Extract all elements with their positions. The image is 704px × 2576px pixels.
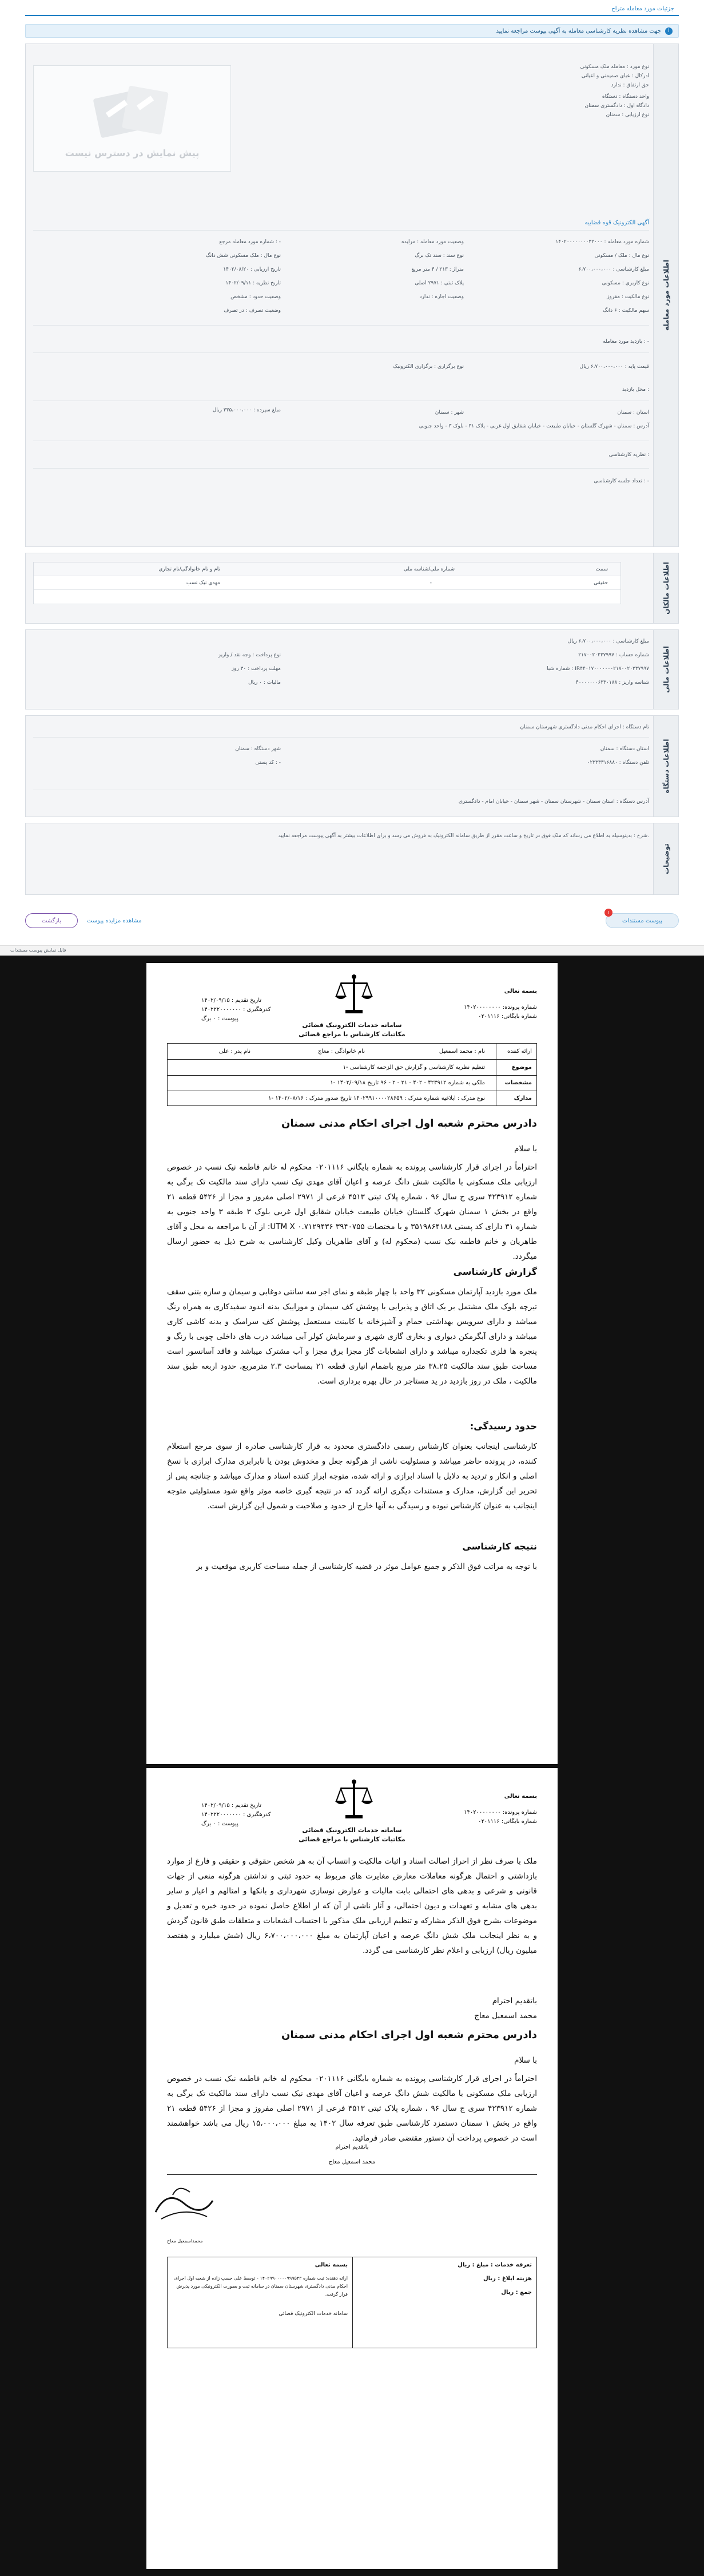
description-text: شرح : بدینوسیله به اطلاع می رساند که ملک فوق در تاریخ و ساعت مقرر از طریق سامانه الکترونیک به فروش می رسد و برای اطلاعات بیشتر به آگهی پیوست مراجعه نمایید. [278,833,649,839]
address-city: شهر : سمنان [435,410,464,415]
doc-meta: کدرهگیری : ۱۴۰۲۲۲۰۰۰۰۰۰۰ [201,1006,271,1013]
doc-meta: بسمه تعالی [504,988,537,994]
alert-text: جهت مشاهده نظریه کارشناسی معامله به آگهی پیوست مراجعه نمایید [496,28,661,34]
deal-field: تاریخ ارزیابی : ۱۴۰۲/۰۸/۲۰ [223,267,281,272]
info-line: ادرکال : عبای صمیمنی و اعیانی [581,73,649,79]
breadcrumb[interactable]: جزئیات مورد معامله متراج [611,6,674,12]
letter-paragraph: ملک مورد بازدید آپارتمان مسکونی ۳۲ واحد با چهار طبقه و نمای اجر سه سانتی دوغابی و سیمان و سازه بتنی سقف تیرچه بلوک ملک مشتمل بر یک اتاق و پذیرایی با پوشش کف سیمان و موزاییک بدنه اندود سفیدکاری به همراه رنگ میباشد و دارای سرویس بهداشتی حمام و آشپزخانه با کابینت مستعمل پوشش کف سرامیک و بدنه کاشی کاری میباشد و دارای آبگرمکن دیواری و بخاری گازی شهری و سرمایش کولر آبی میباشد درب های داخلی چوبی با رنگ و پنجره ها فلزی تکجداره میباشد و دارای انشعابات گاز مجزا برق مجزا و آب مشترک میباشد و فاقد آسانسور است مساحت طبق سند مالکیت ۳۸.۲۵ متر مربع باضمام انباری قطعه ۲۱ بمساحت ۲.۳ مترمربع، حدود اربعه طبق سند مالکیت ، ملک در روز بازدید در ید مستاجر در حال بهره برداری است. [167,1287,537,1386]
file-strip: فایل نمایش پیوست مستندات [0,945,704,956]
deal-field: نوع کاربری : مسکونی [602,280,649,286]
table-cell: حقیقی [594,580,608,586]
deal-field: نوع مال : ملک مسکونی شش دانگ [205,253,281,259]
attach-button[interactable]: پیوست مستندات [606,913,679,928]
section-heading: حدود رسیدگی: [470,1421,537,1432]
back-button[interactable]: بازگشت [25,913,78,928]
stamp-name: محمداسمعیل معاج [167,2238,203,2244]
office-field: تلفن دستگاه : ۰۲۳۳۳۳۱۶۸۸۰ [587,760,649,766]
view-attach-link[interactable]: مشاهده مزایده پیوست [87,918,142,924]
document-page-2: بسمه تعالی شماره پرونده: ۱۴۰۲۰۰۰۰۰۰۰۰ شماره بایگانی: ۰۲۰۱۱۱۶ سامانه خدمات الکترونیک قضائی مکاتبات کارشناس با مراجع قضائی تاریخ تقدیم : ۱۴۰۲/۰۹/۱۵ کدرهگیری : ۱۴۰۲۲۲۰۰۰۰۰۰۰ پیوست : ۰ برگ ملک با صرف نظر از احراز اصالت اسناد و اثبات مالکیت و انتساب آن به هر شخص حقوقی و حقیقی و فارغ از موارد بازداشتی و احتمال هرگونه معاملات معارض مغایرت های مربوط به حدود ثبتی و نداشتن هرگونه منعی از جهات قانونی و شرعی و بدهی های احتمالی بابت مالیات و عوارض نوسازی شهرداری و بانکها و امثالهم و اعیار و سایر بدهی های مشابه و تعهدات و دیون احتمالی، و آثار ناشی از آن که از اطلاع حاصل نموده در حدود خبره و تعدیل و موضوعات بشرح فوق الذکر مشارکه و تنظیم ارزیابی ملک مذکور با احتساب انشعابات و متعلقات طبق قانون گردش و به نظر اینجانب ملک شش دانگ عرصه و اعیان آپارتمان به مبلغ ۶،۷۰۰،۰۰۰،۰۰۰ ریال (شش میلیارد و هفتصد میلیون ریال) ارزیابی و اعلام نظر کارشناسی می گردد. باتقدیم احترام محمد اسمعیل معاج دادرس محترم شعبه اول اجرای احکام مدنی سمنان با سلام احتراماً در اجرای قرار کارشناسی پرونده به شماره بایگانی ۰۲۰۱۱۱۶ محکوم له خانم فاطمه نیک نسب در خصوص ارزیابی ملک مسکونی با مالکیت شش دانگ عرصه و اعیان آقای مهدی نیک نسب دارای سند مالکیت تک برگی به شماره ۴۲۳۹۱۲ سری ج سال ۹۶ ، شماره پلاک ثبتی ۴۵۱۳ فرعی از ۲۹۷۱ اصلی مفروز و مجزا از ۵۴۲۶ قطعه ۲۱ واقع در بخش ۱ سمنان دستمزد کارشناسی طبق تعرفه سال ۱۴۰۲ به مبلغ ۱۵،۰۰۰،۰۰۰ ریال می باشد خواهشمند است در خصوص پرداخت آن دستور مقتضی صادر فرمائید. باتقدیم احترام محمد اسمعیل معاج محمداسمعیل معاج بسمه تعالی ارائه دهنده: ثبت شماره ۱۴۰۲۹۹۰۰۰۰۰۹۹۹۵۴۳ - توسط علی حسب زاده از شعبه اول اجرای احکام مدنی دادگستری شهرستان سمنان در سامانه ثبت و بصورت الکترونیکی مورد پذیرش قرار گرفت. سامانه خدمات الکترونیک قضائی تعرفه خدمات : مبلغ : ریال هزینه ابلاغ : ریال جمع : ریال [146,1768,558,2569]
finance-field: مالیات : ۰ ریال [248,680,281,685]
footer-box: بسمه تعالی ارائه دهنده: ثبت شماره ۱۴۰۲۹۹۰۰۰۰۰۹۹۹۵۴۳ - توسط علی حسب زاده از شعبه اول اجرای احکام مدنی دادگستری شهرستان سمنان در سامانه ثبت و بصورت الکترونیکی مورد پذیرش قرار گرفت. سامانه خدمات الکترونیک قضائی تعرفه خدمات : مبلغ : ریال هزینه ابلاغ : ریال جمع : ریال [167,2257,537,2348]
section-heading: نتیجه کارشناسی [462,1541,537,1552]
letter-paragraph: ملک با صرف نظر از احراز اصالت اسناد و اثبات مالکیت و انتساب آن به هر شخص حقوقی و حقیقی و فارغ از موارد بازداشتی و احتمال هرگونه معاملات معارض مغایرت های مربوط به حدود ثبتی و نداشتن هرگونه منعی از جهات قانونی و شرعی و بدهی های احتمالی بابت مالیات و عوارض نوسازی شهرداری و بانکها و امثالهم و اعیار و سایر بدهی های مشابه و تعهدات و دیون احتمالی، و آثار ناشی از آن که از اطلاع حاصل نموده در حدود خبره و تعدیل و موضوعات بشرح فوق الذکر مشارکه و تنظیم ارزیابی ملک مذکور با احتساب انشعابات و متعلقات طبق قانون گردش و به نظر اینجانب ملک شش دانگ عرصه و اعیان آپارتمان به مبلغ ۶،۷۰۰،۰۰۰،۰۰۰ ریال (شش میلیارد و هفتصد میلیون ریال) ارزیابی و اعلام نظر کارشناسی می گردد. [167,1857,537,1955]
doc-meta: شماره پرونده: ۱۴۰۲۰۰۰۰۰۰۰۰ [464,1809,537,1816]
price-field: قیمت پایه : ۶،۷۰۰،۰۰۰،۰۰۰ ریال [579,364,649,370]
info-alert [25,24,679,38]
description-header: توضیحات [653,823,678,894]
location-label: محل بازدید : [622,387,649,393]
info-line: نوع مورد : معامله ملک مسکونی [580,64,649,70]
finance-field: شماره حساب : ۲۱۷۰۰۲۰۲۳۷۹۹۷ [578,652,649,658]
doc-meta: بسمه تعالی [504,1793,537,1800]
letter-closing: باتقدیم احترام [492,1996,537,2006]
address-full: آدرس : سمنان - شهرک گلستان - خیابان طبیعت - خیابان شقایق اول غربی - پلاک ۳۱ - بلوک ۳ - واحد جنوبی [419,423,649,429]
deal-field: وضعیت مورد معامله : مزایده [401,239,464,245]
table-header-row [34,562,621,576]
deal-field: وضعیت اجاره : ندارد [419,294,464,300]
finance-field: شماره شبا : IR۴۴۰۱۷۰۰۰۰۰۰۰۲۱۷۰۰۲۰۲۳۷۹۹۷ [547,666,649,672]
table-cell: مهدی نیک نسب [186,580,220,586]
deal-field: مبلغ کارشناسی : ۶،۷۰۰،۰۰۰،۰۰۰ [578,267,649,272]
finance-header: اطلاعات مالی [653,630,678,709]
office-field: آدرس دستگاه : استان سمنان - شهرستان سمنان - شهر سمنان - خیابان امام - دادگستری [459,799,649,804]
table-header: نام و نام خانوادگی/نام تجاری [158,566,220,572]
deal-field: شماره مورد معامله مرجع : - [219,239,281,245]
letter-paragraph: احتراماً در اجرای قرار کارشناسی پرونده به شماره بایگانی ۰۲۰۱۱۱۶ محکوم له خانم فاطمه نیک نسب در خصوص ارزیابی ملک مسکونی با مالکیت شش دانگ عرصه و اعیان آقای مهدی نیک نسب دارای سند مالکیت تک برگی به شماره ۴۲۳۹۱۲ سری ج سال ۹۶ ، شماره پلاک ثبتی ۴۵۱۳ فرعی از ۲۹۷۱ اصلی مفروز و مجزا از ۵۴۲۶ قطعه ۲۱ واقع در بخش ۱ سمنان شهرک گلستان خیابان طبیعت خیابان شقایق اول غربی بلوک ۳ طبقه ۳ واحد جنوبی به شماره ۳۱ دارای کد پستی ۳۵۱۹۸۶۴۱۸۸ و با مختصات ۳۹۴۰۷۵۵ ۰.۷۱۲۹۴۳۶ UTM X: از آن با مراجعه به محل و آقای طاهریان و خانم فاطمه نیک نسب (محکوم له) و آقای طاهریان وکیل کارشناسی به شرح ذیل به حضور ارسال میگردد. [167,1163,538,1261]
image-placeholder [33,65,231,172]
letter-greeting: با سلام [514,1144,537,1154]
letter-paragraph: با توجه به مراتب فوق الذکر و جمیع عوامل موثر در قضیه کارشناسی از جمله مساحت کاربری موقعیت و بر [196,1562,537,1571]
finance-field: مبلغ کارشناسی : ۶،۷۰۰،۰۰۰،۰۰۰ ریال [567,639,649,644]
office-field: استان دستگاه : سمنان [600,746,649,752]
attach-badge: ۱ [604,909,612,917]
table-cell: - [429,580,432,586]
owners-table [33,562,621,604]
signature-stamp [150,2178,224,2235]
info-line: نوع ارزیابی : سمنان [606,112,649,118]
deal-field: سهم مالکیت : ۶ دانگ [603,308,649,314]
finance-field: نوع پرداخت : وجه نقد / واریز [218,652,281,658]
table-header: سمت [595,566,608,572]
doc-meta: شماره بایگانی: ۰۲۰۱۱۱۶ [478,1013,537,1020]
deal-field: نوع مال : ملک / مسکونی [594,253,649,259]
table-row[interactable] [34,576,621,590]
image-caption: پیش نمایش در دسترس نیست [65,148,200,158]
price-field: نوع برگزاری : برگزاری الکترونیک [393,364,464,370]
letter-meta-table: ارائه کننده نام : محمد اسمعیل نام خانوادگی : معاج نام پدر : علی موضوع ۱- تنظیم نظریه کارشناسی و گزارش حق الزحمه کارشناسی مشخصات ۱- ملکی به شماره ۴۲۳۹۱۲ - ۴۰۲ - ۲۱ - ۲ - ۹۶ تاریخ ۱۴۰۲/۰۹/۱۸ مدارک ۱- نوع مدرک : ابلاغیه شماره مدرک : ۱۴۰۲۹۹۱۰۰۰۰۲۸۶۵۹ تاریخ صدور مدرک : ۱۴۰۲/۰۸/۱۶ [167,1043,537,1106]
document-page-1 [146,963,558,1764]
owners-header: اطلاعات مالکان [653,553,678,623]
deal-field: نوع مالکیت : مفروز [607,294,649,300]
judiciary-scale-emblem [335,1778,373,1824]
doc-meta: شماره بایگانی: ۰۲۰۱۱۱۶ [478,1818,537,1825]
finance-field: مهلت پرداخت : ۳۰ روز [231,666,281,672]
ad-link[interactable]: آگهی الکترونیک قوه قضاییه [584,220,649,226]
office-header: اطلاعات دستگاه [653,716,678,817]
gavel-placeholder-icon [94,83,168,140]
doc-meta: تاریخ تقدیم : ۱۴۰۲/۰۹/۱۵ [201,997,262,1004]
page-header [25,2,679,16]
info-icon: i [665,27,673,35]
deal-field: وضعیت تصرف : در تصرف [224,308,281,314]
doc-meta: شماره پرونده: ۱۴۰۲۰۰۰۰۰۰۰۰ [464,1004,537,1010]
office-field: شهر دستگاه : سمنان [235,746,281,752]
table-header: شماره ملی/شناسه ملی [403,566,455,572]
deal-field: تاریخ نظریه : ۱۴۰۲/۰۹/۱۱ [225,280,281,286]
office-field: کد پستی : - [255,760,281,766]
org-sub: مکاتبات کارشناس با مراجع قضائی [299,1031,405,1038]
expert-count: تعداد جلسه کارشناسی : - [594,478,649,484]
letter-signer: محمد اسمعیل معاج [474,2011,537,2020]
price-field: مبلغ سپرده : ۳۳۵،۰۰۰،۰۰۰ ریال [212,407,281,413]
address-province: استان : سمنان [617,410,649,415]
office-field: نام دستگاه : اجرای احکام مدنی دادگستری شهرستان سمنان [520,724,649,730]
info-line: حق ارتفاق : ندارد [611,82,649,88]
deal-field: متراژ : ۲۱۳ / ۴ متر مربع [411,267,464,272]
visit-field: بازدید مورد معامله : - [603,339,649,344]
deal-field: وضعیت حدود : مشخص [230,294,281,300]
deal-info-header: اطلاعات مورد معامله [653,44,678,546]
section-heading: گزارش کارشناسی [453,1266,537,1277]
deal-field: نوع سند : سند تک برگ [415,253,464,259]
org-name: سامانه خدمات الکترونیک قضائی [302,1021,402,1029]
doc-meta: پیوست : ۰ برگ [201,1016,238,1022]
letter-title: دادرس محترم شعبه اول اجرای احکام مدنی سمنان [281,2029,537,2041]
info-line: واحد دستگاه : دستگاه [602,94,649,100]
expert-label: نظریه کارشناسی : [608,452,649,458]
finance-field: شناسه واریز : ۴۰۰۰۰۰۰۰۶۳۳۰۱۸۸ [575,680,649,685]
letter-paragraph: کارشناسی اینجانب بعنوان کارشناس رسمی دادگستری محدود به قرار کارشناسی صادره از سوی مرجع استعلام کننده، در پرونده حاضر میباشد و مسئولیت ناشی از هرگونه جعل و مخدوش بودن یا نابرابری مدارک ابرازی با نسخ اصلی و انکار و تردید به دلایل با اسناد ابرازی و ارائه شده، متوجه ابراز کننده اسناد و مدارک میباشد و چنانچه پس از تحریر این گزارش، مدارک و مستندات دیگری ارائه گردد که در نتیجه گیری خاصه موثر واقع شود مسئولیتی متوجه اینجانب به عنوان کارشناس نبوده و رسیدگی به آنها خارج از حدود و صلاحیت و شمول این گزارش است. [167,1442,537,1511]
info-line: دادگاه اول : دادگستری سمنان [584,103,649,109]
deal-field: شماره مورد معامله : ۱۴۰۲۰۰۰۰۰۰۰۰۳۲۰۰۰ [555,239,649,245]
letter-paragraph: احتراماً در اجرای قرار کارشناسی پرونده به شماره بایگانی ۰۲۰۱۱۱۶ محکوم له خانم فاطمه نیک نسب در خصوص ارزیابی ملک مسکونی با مالکیت شش دانگ عرصه و اعیان آقای مهدی نیک نسب دارای سند مالکیت تک برگی به شماره ۴۲۳۹۱۲ سری ج سال ۹۶ ، شماره پلاک ثبتی ۴۵۱۳ فرعی از ۲۹۷۱ اصلی مفروز و مجزا از ۵۴۲۶ قطعه ۲۱ واقع در بخش ۱ سمنان دستمزد کارشناسی طبق تعرفه سال ۱۴۰۲ به مبلغ ۱۵،۰۰۰،۰۰۰ ریال می باشد خواهشمند است در خصوص پرداخت آن دستور مقتضی صادر فرمائید. [167,2074,538,2143]
letter-title: دادرس محترم شعبه اول اجرای احکام مدنی سمنان [281,1117,537,1130]
deal-field: پلاک ثبتی : ۲۹۷۱ اصلی [415,280,464,286]
judiciary-scale-emblem [335,973,373,1019]
